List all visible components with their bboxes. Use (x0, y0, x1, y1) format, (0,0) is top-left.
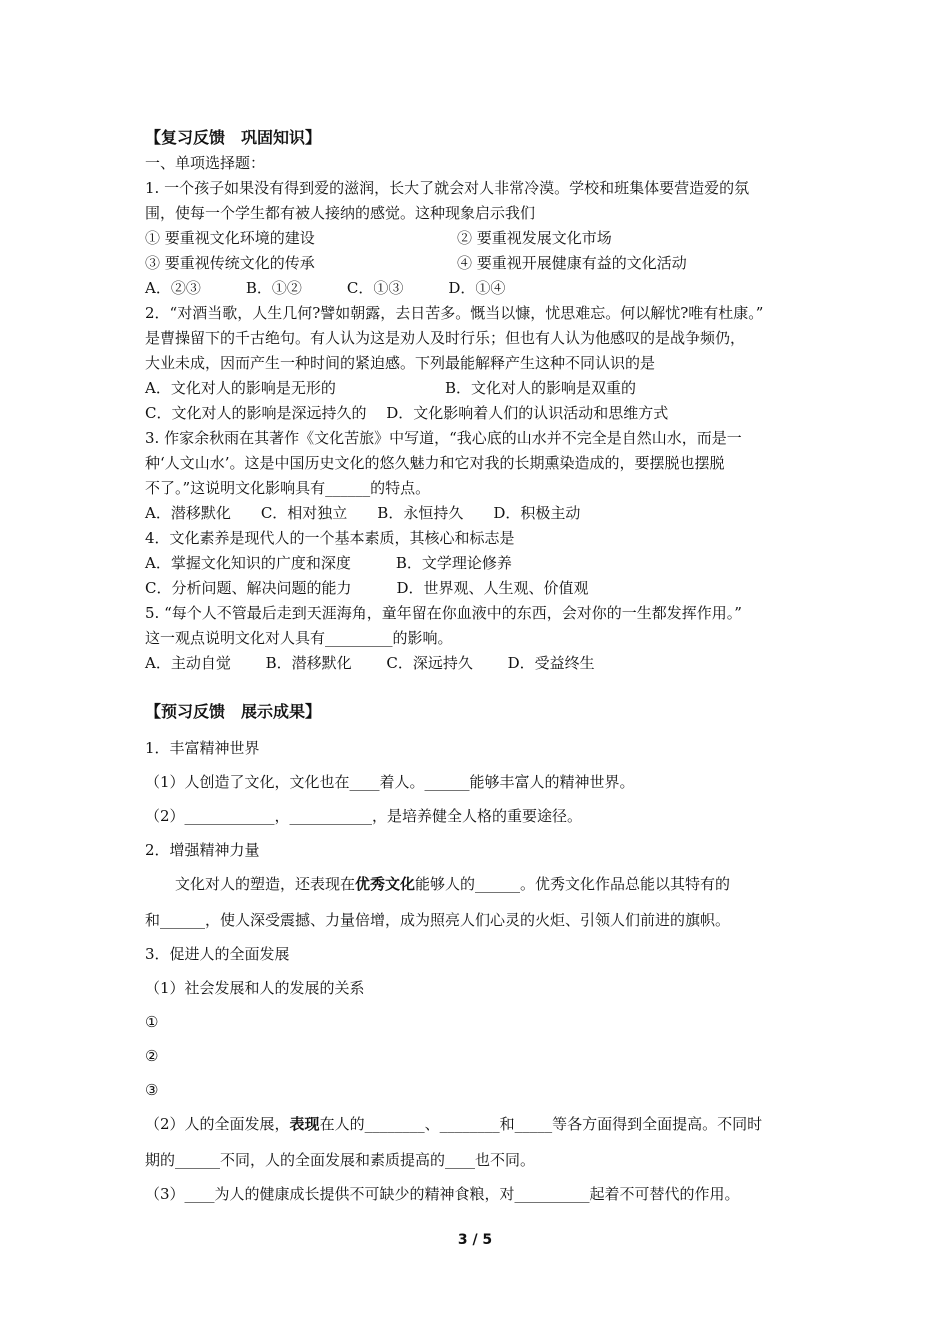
s2-paragraph-line2: 和______，使人深受震撼、力量倍增，成为照亮人们心灵的火炬、引领人们前进的旗帜。 (145, 911, 731, 929)
q1-option1: ① 要重视文化环境的建设 (145, 229, 315, 247)
circle-one: ① (145, 1013, 159, 1031)
s2-paragraph-line1: 文化对人的塑造，还表现在优秀文化能够人的______。优秀文化作品总能以其特有的 (145, 875, 731, 893)
q1-option4: ④ 要重视开展健康有益的文化活动 (457, 254, 687, 272)
s3-title: 3．促进人的全面发展 (145, 945, 290, 963)
q4-line1: 4．文化素养是现代人的一个基本素质，其核心和标志是 (145, 529, 515, 547)
s3-item1: （1）社会发展和人的发展的关系 (145, 979, 365, 997)
preview-heading: 【预习反馈 展示成果】 (145, 702, 322, 721)
section-title: 一、单项选择题： (145, 154, 266, 172)
q1-line2: 围，使每一个学生都有被人接纳的感觉。这种现象启示我们 (145, 204, 536, 222)
circle-two: ② (145, 1047, 159, 1065)
q2-option-b: B．文化对人的影响是双重的 (445, 379, 637, 397)
review-heading: 【复习反馈 巩固知识】 (145, 128, 322, 147)
q5-line1: 5. “每个人不管最后走到天涯海角，童年留在你血液中的东西，会对你的一生都发挥作用。” (145, 604, 742, 622)
q2-line1: 2．“对酒当歌，人生几何?譬如朝露，去日苦多。慨当以慷，忧思难忘。何以解忧?唯有杜康。” (145, 304, 764, 322)
q3-answers: A．潜移默化 C．相对独立 B．永恒持久 D．积极主动 (145, 504, 581, 522)
s3-item3: （3）____为人的健康成长提供不可缺少的精神食粮，对__________起着不可替代的作用。 (145, 1185, 740, 1203)
q5-line2: 这一观点说明文化对人具有_________的影响。 (145, 629, 453, 647)
q1-answers: A．②③ B．①② C．①③ D．①④ (145, 279, 506, 297)
q1-option2: ② 要重视发展文化市场 (457, 229, 612, 247)
q5-answers: A．主动自觉 B．潜移默化 C．深远持久 D．受益终生 (145, 654, 595, 672)
q3-line1: 3. 作家余秋雨在其著作《文化苦旅》中写道，“我心底的山水并不完全是自然山水，而是一 (145, 429, 742, 447)
q2-line3: 大业未成，因而产生一种时间的紧迫感。下列最能解释产生这种不同认识的是 (145, 354, 656, 372)
s3-item2-line2: 期的______不同，人的全面发展和素质提高的____也不同。 (145, 1151, 536, 1169)
s1-title: 1．丰富精神世界 (145, 739, 260, 757)
s2-title: 2．增强精神力量 (145, 841, 260, 859)
q2-options-cd: C．文化对人的影响是深远持久的 D．文化影响着人们的认识活动和思维方式 (145, 404, 669, 422)
q3-line3: 不了。”这说明文化影响具有______的特点。 (145, 479, 431, 497)
q4-options-cd: C．分析问题、解决问题的能力 D．世界观、人生观、价值观 (145, 579, 589, 597)
circle-three: ③ (145, 1081, 159, 1099)
q4-options-ab: A．掌握文化知识的广度和深度 B．文学理论修养 (145, 554, 512, 572)
page-number: 3 / 5 (457, 1232, 493, 1248)
s1-item2: （2）____________，___________，是培养健全人格的重要途径。 (145, 807, 583, 825)
q3-line2: 种‘人文山水’。这是中国历史文化的悠久魅力和它对我的长期熏染造成的，要摆脱也摆脱 (145, 454, 725, 472)
q1-option3: ③ 要重视传统文化的传承 (145, 254, 315, 272)
s3-item2-line1: （2）人的全面发展，表现在人的________、________和_____等各方面得到全面提高。不同时 (145, 1115, 763, 1133)
s1-item1: （1）人创造了文化，文化也在____着人。______能够丰富人的精神世界。 (145, 773, 635, 791)
q2-line2: 是曹操留下的千古绝句。有人认为这是劝人及时行乐；但也有人认为他感叹的是战争频仍， (145, 329, 746, 347)
q1-line1: 1. 一个孩子如果没有得到爱的滋润，长大了就会对人非常冷漠。学校和班集体要营造爱的氛 (145, 179, 750, 197)
q2-option-a: A．文化对人的影响是无形的 (145, 379, 336, 397)
